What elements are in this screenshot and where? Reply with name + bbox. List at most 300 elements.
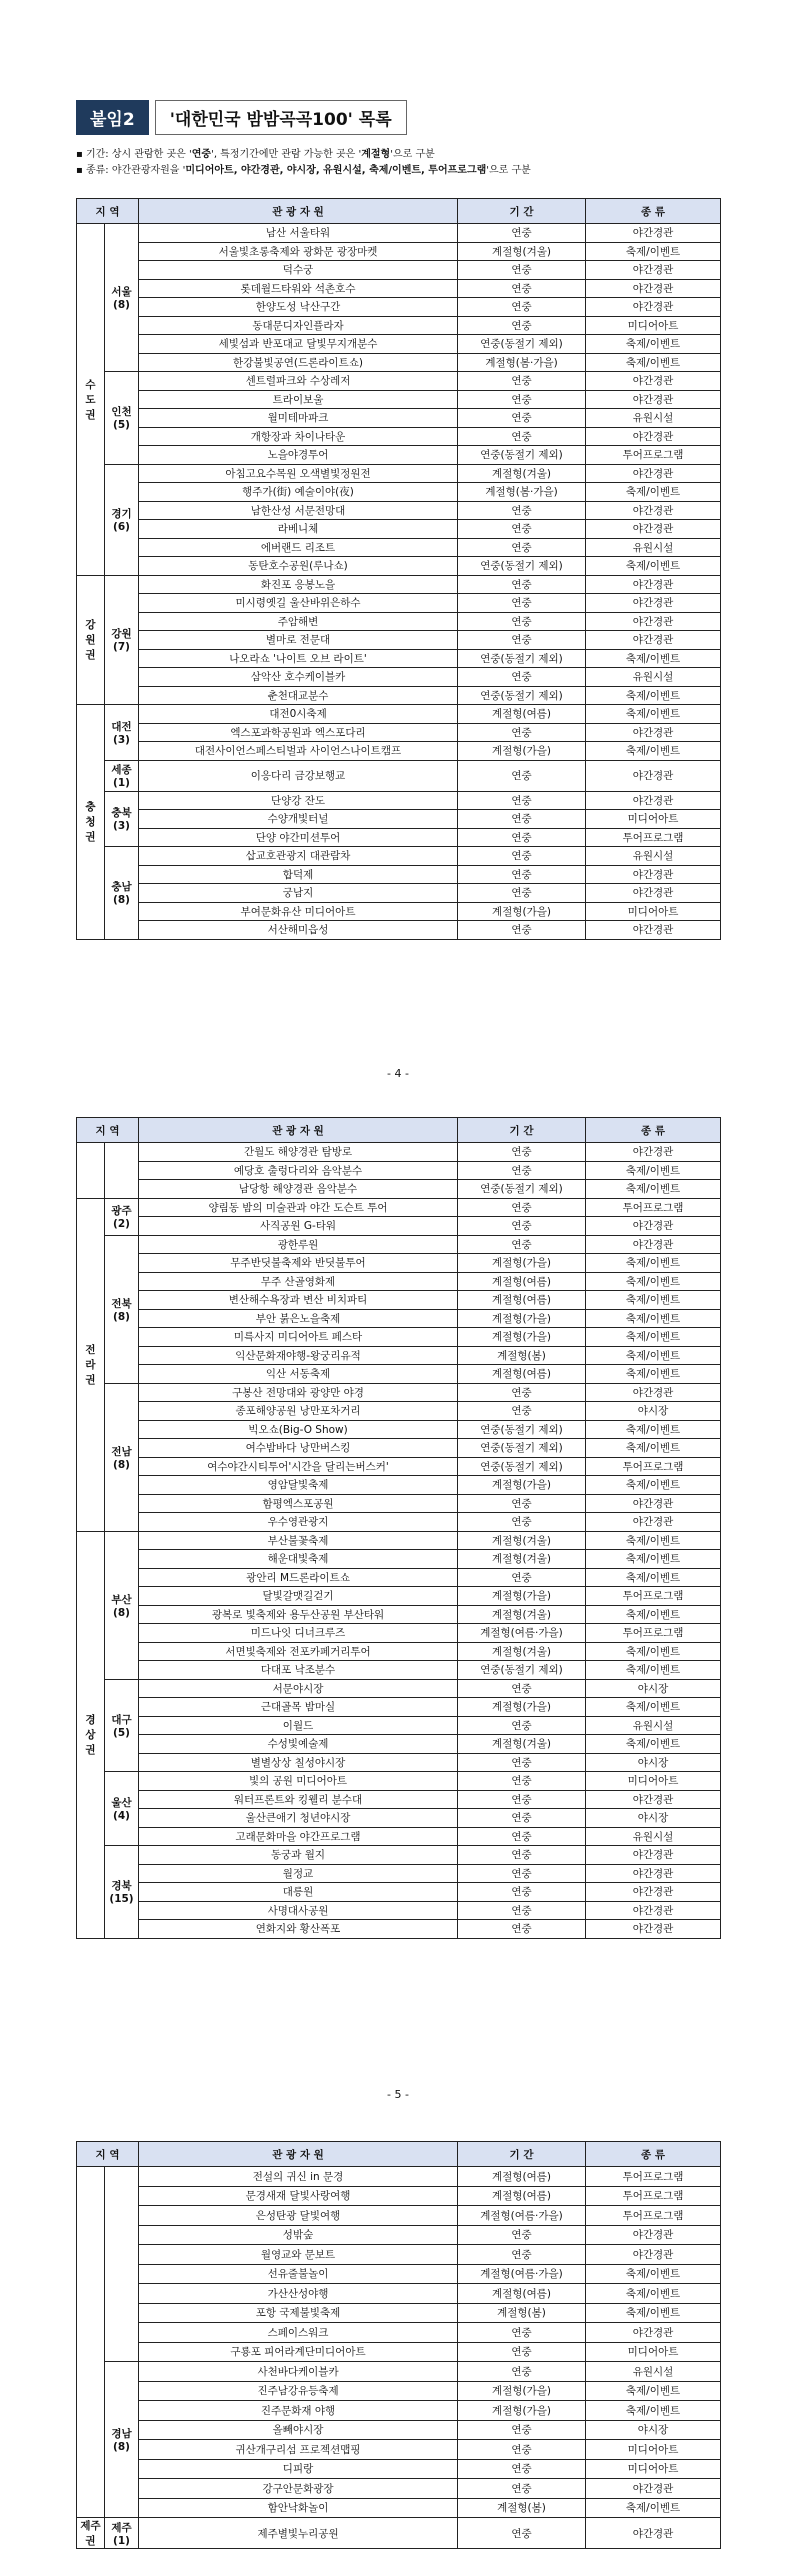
- resource-name-cell: 동탄호수공원(루나쇼): [139, 557, 458, 576]
- column-header-type: 종 류: [586, 199, 721, 224]
- type-cell: 야간경관: [586, 631, 721, 650]
- table-row: [77, 2362, 721, 2382]
- resource-name-cell: 부여문화유산 미디어아트: [139, 902, 458, 921]
- period-cell: 연중: [458, 2420, 586, 2440]
- type-cell: 축제/이벤트: [586, 1642, 721, 1661]
- type-cell: 축제/이벤트: [586, 2264, 721, 2284]
- type-cell: 유원시설: [586, 2362, 721, 2382]
- table-row: [77, 2323, 721, 2343]
- subregion-cell: [105, 2167, 139, 2362]
- resource-name-cell: 개항장과 차이나타운: [139, 427, 458, 446]
- resource-name-cell: 무주 산골영화제: [139, 1272, 458, 1291]
- table-row: [77, 705, 721, 724]
- resource-name-cell: 한강불빛공연(드론라이트쇼): [139, 353, 458, 372]
- attachment-badge: 붙임2: [76, 100, 149, 135]
- type-cell: 축제/이벤트: [586, 557, 721, 576]
- table-row: [77, 594, 721, 613]
- period-cell: 연중: [458, 921, 586, 940]
- table-row: [77, 483, 721, 502]
- table-row: [77, 1235, 721, 1254]
- type-cell: 야간경관: [586, 520, 721, 539]
- table-row: [77, 1809, 721, 1828]
- table-row: [77, 316, 721, 335]
- table-row: [77, 1698, 721, 1717]
- resource-name-cell: 은성탄광 달빛여행: [139, 2206, 458, 2226]
- table-row: [77, 1790, 721, 1809]
- resource-name-cell: 노을야경투어: [139, 446, 458, 465]
- period-cell: 계절형(여름): [458, 2284, 586, 2304]
- period-cell: 연중: [458, 1864, 586, 1883]
- type-cell: 축제/이벤트: [586, 242, 721, 261]
- period-cell: 연중: [458, 520, 586, 539]
- type-cell: 야간경관: [586, 1883, 721, 1902]
- type-cell: 야간경관: [586, 501, 721, 520]
- period-cell: 연중: [458, 1402, 586, 1421]
- resource-table: [76, 1117, 721, 1939]
- period-cell: 계절형(겨울): [458, 1531, 586, 1550]
- type-cell: 야간경관: [586, 1846, 721, 1865]
- period-cell: 연중: [458, 1809, 586, 1828]
- period-cell: 계절형(겨울): [458, 1550, 586, 1569]
- type-cell: 유원시설: [586, 1716, 721, 1735]
- period-cell: 계절형(여름): [458, 1291, 586, 1310]
- table-row: [77, 224, 721, 243]
- type-cell: 미디어아트: [586, 902, 721, 921]
- type-cell: 야간경관: [586, 2518, 721, 2549]
- resource-name-cell: 서면빛축제와 전포카페거리투어: [139, 1642, 458, 1661]
- table-row: [77, 427, 721, 446]
- table-row: [77, 2518, 721, 2549]
- type-cell: 야간경관: [586, 1920, 721, 1939]
- table-row: [77, 1587, 721, 1606]
- type-cell: 야간경관: [586, 612, 721, 631]
- period-cell: 연중(동절기 제외): [458, 1180, 586, 1199]
- period-cell: 연중: [458, 2459, 586, 2479]
- table-row: [77, 1531, 721, 1550]
- resource-name-cell: 부안 붉은노을축제: [139, 1309, 458, 1328]
- resource-name-cell: 예당호 출렁다리와 음악분수: [139, 1161, 458, 1180]
- period-cell: 연중: [458, 847, 586, 866]
- resource-name-cell: 남산 서울타워: [139, 224, 458, 243]
- period-cell: 연중(동절기 제외): [458, 649, 586, 668]
- type-cell: 야시장: [586, 2420, 721, 2440]
- period-cell: 연중: [458, 1920, 586, 1939]
- type-cell: 축제/이벤트: [586, 686, 721, 705]
- period-cell: 계절형(가을): [458, 742, 586, 761]
- resource-name-cell: 고래문화마을 야간프로그램: [139, 1827, 458, 1846]
- document-header: [76, 100, 726, 179]
- type-cell: 투어프로그램: [586, 1624, 721, 1643]
- resource-name-cell: 사직공원 G-타워: [139, 1217, 458, 1236]
- period-cell: 계절형(봄·가을): [458, 353, 586, 372]
- resource-name-cell: 전설의 귀신 in 문경: [139, 2167, 458, 2187]
- table-header-row: [77, 1118, 721, 1143]
- subregion-cell: 경북 (15): [105, 1846, 139, 1939]
- table-row: [77, 1513, 721, 1532]
- period-cell: 계절형(겨울): [458, 1605, 586, 1624]
- period-cell: 연중: [458, 538, 586, 557]
- period-cell: 연중: [458, 298, 586, 317]
- type-cell: 유원시설: [586, 668, 721, 687]
- type-cell: 야간경관: [586, 865, 721, 884]
- resource-name-cell: 이월드: [139, 1716, 458, 1735]
- period-cell: 계절형(겨울): [458, 464, 586, 483]
- table-row: [77, 1383, 721, 1402]
- table-row: [77, 2342, 721, 2362]
- type-cell: 야간경관: [586, 1864, 721, 1883]
- type-cell: 야간경관: [586, 760, 721, 791]
- column-header-period: 기 간: [458, 199, 586, 224]
- period-cell: 연중: [458, 2225, 586, 2245]
- page-number: - 5 -: [387, 2088, 409, 2101]
- type-cell: 야시장: [586, 1402, 721, 1421]
- type-cell: 야간경관: [586, 298, 721, 317]
- resource-name-cell: 엑스포과학공원과 엑스포다리: [139, 723, 458, 742]
- period-cell: 연중: [458, 828, 586, 847]
- resource-name-cell: 구룡포 피어라계단미디어아트: [139, 2342, 458, 2362]
- type-cell: 야간경관: [586, 2479, 721, 2499]
- table-row: [77, 1753, 721, 1772]
- type-cell: 축제/이벤트: [586, 1605, 721, 1624]
- type-cell: 야간경관: [586, 921, 721, 940]
- type-cell: 야간경관: [586, 427, 721, 446]
- note-period: ▪ 기간: 상시 관람한 곳은 '연중', 특정기간에만 관람 가능한 곳은 '계절형'으로 구분: [76, 149, 435, 160]
- region-cell: 충 청 권: [77, 705, 105, 940]
- column-header-resource: 관 광 자 원: [139, 199, 458, 224]
- type-cell: 축제/이벤트: [586, 1420, 721, 1439]
- period-cell: 연중(동절기 제외): [458, 1439, 586, 1458]
- type-cell: 야간경관: [586, 1383, 721, 1402]
- table-row: [77, 2498, 721, 2518]
- region-cell: 강 원 권: [77, 575, 105, 705]
- period-cell: 연중: [458, 631, 586, 650]
- period-cell: 연중: [458, 1161, 586, 1180]
- table-row: [77, 1716, 721, 1735]
- type-cell: 야간경관: [586, 390, 721, 409]
- resource-name-cell: 아침고요수목원 오색별빛정원전: [139, 464, 458, 483]
- table-row: [77, 557, 721, 576]
- table-row: [77, 686, 721, 705]
- period-cell: 연중: [458, 575, 586, 594]
- resource-name-cell: 서산해미읍성: [139, 921, 458, 940]
- period-cell: 계절형(여름·가을): [458, 1624, 586, 1643]
- period-cell: 연중: [458, 2342, 586, 2362]
- table-row: [77, 921, 721, 940]
- table-row: [77, 1346, 721, 1365]
- table-row: [77, 501, 721, 520]
- resource-name-cell: 해운대빛축제: [139, 1550, 458, 1569]
- period-cell: 계절형(여름): [458, 1272, 586, 1291]
- resource-name-cell: 남당항 해양경관 음악분수: [139, 1180, 458, 1199]
- resource-name-cell: 여수야간시티투어'시간을 달리는버스커': [139, 1457, 458, 1476]
- period-cell: 계절형(여름): [458, 705, 586, 724]
- resource-name-cell: 올빼야시장: [139, 2420, 458, 2440]
- period-cell: 연중(동절기 제외): [458, 446, 586, 465]
- table-row: [77, 612, 721, 631]
- table-row: [77, 723, 721, 742]
- type-cell: 축제/이벤트: [586, 1254, 721, 1273]
- table-row: [77, 372, 721, 391]
- period-cell: 연중: [458, 2440, 586, 2460]
- period-cell: 연중(동절기 제외): [458, 335, 586, 354]
- type-cell: 야간경관: [586, 1513, 721, 1532]
- resource-name-cell: 종포해양공원 낭만포차거리: [139, 1402, 458, 1421]
- period-cell: 연중(동절기 제외): [458, 1457, 586, 1476]
- type-cell: 투어프로그램: [586, 2206, 721, 2226]
- type-cell: 축제/이벤트: [586, 2303, 721, 2323]
- period-cell: 계절형(여름): [458, 2167, 586, 2187]
- period-cell: 연중: [458, 594, 586, 613]
- type-cell: 야간경관: [586, 1790, 721, 1809]
- subregion-cell: [105, 1143, 139, 1199]
- period-cell: 계절형(겨울): [458, 1642, 586, 1661]
- type-cell: 유원시설: [586, 847, 721, 866]
- resource-name-cell: 여수밤바다 낭만버스킹: [139, 1439, 458, 1458]
- table-row: [77, 446, 721, 465]
- table-row: [77, 409, 721, 428]
- table-row: [77, 464, 721, 483]
- type-cell: 야간경관: [586, 1235, 721, 1254]
- resource-name-cell: 수성빛예술제: [139, 1735, 458, 1754]
- table-row: [77, 1494, 721, 1513]
- type-cell: 야간경관: [586, 2323, 721, 2343]
- resource-name-cell: 연화지와 황산폭포: [139, 1920, 458, 1939]
- period-cell: 연중: [458, 865, 586, 884]
- table-row: [77, 791, 721, 810]
- table-row: [77, 1827, 721, 1846]
- subregion-cell: 강원 (7): [105, 575, 139, 705]
- type-cell: 축제/이벤트: [586, 2498, 721, 2518]
- resource-name-cell: 광안리 M드론라이트쇼: [139, 1568, 458, 1587]
- resource-name-cell: 익산문화재야행-왕궁리유적: [139, 1346, 458, 1365]
- resource-name-cell: 근대골목 밤마실: [139, 1698, 458, 1717]
- type-cell: 야간경관: [586, 2245, 721, 2265]
- period-cell: 연중: [458, 316, 586, 335]
- resource-name-cell: 덕수궁: [139, 261, 458, 280]
- table-row: [77, 1291, 721, 1310]
- table-row: [77, 865, 721, 884]
- subregion-cell: 서울 (8): [105, 224, 139, 372]
- type-cell: 축제/이벤트: [586, 1346, 721, 1365]
- type-cell: 축제/이벤트: [586, 1476, 721, 1495]
- resource-name-cell: 다대포 낙조분수: [139, 1661, 458, 1680]
- type-cell: 야간경관: [586, 1494, 721, 1513]
- period-cell: 연중: [458, 2245, 586, 2265]
- type-cell: 축제/이벤트: [586, 1698, 721, 1717]
- region-cell: [77, 2167, 105, 2518]
- resource-name-cell: 진주문화재 야행: [139, 2401, 458, 2421]
- resource-name-cell: 달빛갈맷길걷기: [139, 1587, 458, 1606]
- resource-name-cell: 월정교: [139, 1864, 458, 1883]
- table-header-row: [77, 2142, 721, 2167]
- table-row: [77, 1365, 721, 1384]
- table-row: [77, 828, 721, 847]
- resource-name-cell: 월미테마파크: [139, 409, 458, 428]
- resource-name-cell: 별별상상 칠성야시장: [139, 1753, 458, 1772]
- table-row: [77, 1846, 721, 1865]
- subregion-cell: 대구 (5): [105, 1679, 139, 1772]
- type-cell: 투어프로그램: [586, 2167, 721, 2187]
- subregion-cell: 대전 (3): [105, 705, 139, 761]
- resource-name-cell: 무주반딧불축제와 반딧불투어: [139, 1254, 458, 1273]
- resource-name-cell: 나오라쇼 '나이트 오브 라이트': [139, 649, 458, 668]
- resource-name-cell: 남한산성 서문전망대: [139, 501, 458, 520]
- subregion-cell: 부산 (8): [105, 1531, 139, 1679]
- resource-name-cell: 대릉원: [139, 1883, 458, 1902]
- period-cell: 연중: [458, 1772, 586, 1791]
- table-row: [77, 1309, 721, 1328]
- document-title: '대한민국 밤밤곡곡100' 목록: [155, 100, 407, 135]
- type-cell: 미디어아트: [586, 2342, 721, 2362]
- resource-name-cell: 제주별빛누리공원: [139, 2518, 458, 2549]
- period-cell: 연중: [458, 1383, 586, 1402]
- resource-name-cell: 단양강 잔도: [139, 791, 458, 810]
- period-cell: 계절형(가을): [458, 2401, 586, 2421]
- table-row: [77, 2479, 721, 2499]
- resource-name-cell: 수양개빛터널: [139, 810, 458, 829]
- table-row: [77, 2264, 721, 2284]
- resource-name-cell: 성밖숲: [139, 2225, 458, 2245]
- resource-name-cell: 영암달빛축제: [139, 1476, 458, 1495]
- resource-name-cell: 월영교와 문보트: [139, 2245, 458, 2265]
- period-cell: 계절형(겨울): [458, 1735, 586, 1754]
- table-row: [77, 1420, 721, 1439]
- period-cell: 연중: [458, 612, 586, 631]
- period-cell: 연중: [458, 1143, 586, 1162]
- type-cell: 축제/이벤트: [586, 1735, 721, 1754]
- column-header-period: 기 간: [458, 1118, 586, 1143]
- type-cell: 야간경관: [586, 464, 721, 483]
- resource-name-cell: 삽교호관광지 대관람차: [139, 847, 458, 866]
- table-row: [77, 649, 721, 668]
- table-row: [77, 631, 721, 650]
- type-cell: 투어프로그램: [586, 1457, 721, 1476]
- period-cell: 연중: [458, 2518, 586, 2549]
- subregion-cell: 제주 (1): [105, 2518, 139, 2549]
- notes: [76, 147, 726, 179]
- type-cell: 투어프로그램: [586, 1587, 721, 1606]
- resource-name-cell: 서문야시장: [139, 1679, 458, 1698]
- page-number: - 4 -: [387, 1067, 409, 1080]
- type-cell: 축제/이벤트: [586, 1439, 721, 1458]
- table-row: [77, 1735, 721, 1754]
- resource-name-cell: 함안낙화놀이: [139, 2498, 458, 2518]
- type-cell: 축제/이벤트: [586, 1161, 721, 1180]
- period-cell: 계절형(가을): [458, 2381, 586, 2401]
- table-row: [77, 2381, 721, 2401]
- type-cell: 야간경관: [586, 1217, 721, 1236]
- resource-name-cell: 귀산개구리섬 프로젝션맵핑: [139, 2440, 458, 2460]
- resource-name-cell: 이응다리 금강보행교: [139, 760, 458, 791]
- period-cell: 계절형(여름): [458, 2186, 586, 2206]
- type-cell: 야시장: [586, 1753, 721, 1772]
- table-row: [77, 298, 721, 317]
- table-row: [77, 2186, 721, 2206]
- resource-name-cell: 문경새재 달빛사랑여행: [139, 2186, 458, 2206]
- table-row: [77, 1476, 721, 1495]
- column-header-resource: 관 광 자 원: [139, 2142, 458, 2167]
- region-cell: 경 상 권: [77, 1531, 105, 1938]
- subregion-cell: 인천 (5): [105, 372, 139, 465]
- period-cell: 계절형(여름): [458, 1365, 586, 1384]
- resource-name-cell: 롯데월드타워와 석촌호수: [139, 279, 458, 298]
- period-cell: 연중: [458, 884, 586, 903]
- type-cell: 축제/이벤트: [586, 353, 721, 372]
- period-cell: 계절형(봄): [458, 2303, 586, 2323]
- subregion-cell: 울산 (4): [105, 1772, 139, 1846]
- resource-name-cell: 행주가(街) 예술이야(夜): [139, 483, 458, 502]
- period-cell: 연중(동절기 제외): [458, 686, 586, 705]
- period-cell: 계절형(가을): [458, 1309, 586, 1328]
- subregion-cell: 전북 (8): [105, 1235, 139, 1383]
- resource-name-cell: 주암해변: [139, 612, 458, 631]
- type-cell: 유원시설: [586, 409, 721, 428]
- resource-name-cell: 단양 야간미션투어: [139, 828, 458, 847]
- type-cell: 축제/이벤트: [586, 1309, 721, 1328]
- table-row: [77, 1624, 721, 1643]
- resource-name-cell: 미륵사지 미디어아트 페스타: [139, 1328, 458, 1347]
- resource-name-cell: 라베니체: [139, 520, 458, 539]
- resource-name-cell: 미시령옛길 울산바위은하수: [139, 594, 458, 613]
- type-cell: 투어프로그램: [586, 828, 721, 847]
- period-cell: 계절형(봄): [458, 1346, 586, 1365]
- region-cell: [77, 1143, 105, 1199]
- type-cell: 야간경관: [586, 791, 721, 810]
- table-row: [77, 2420, 721, 2440]
- resource-name-cell: 미드나잇 디너크루즈: [139, 1624, 458, 1643]
- table-row: [77, 279, 721, 298]
- period-cell: 계절형(여름·가을): [458, 2264, 586, 2284]
- period-cell: 연중: [458, 1235, 586, 1254]
- period-cell: 연중: [458, 1568, 586, 1587]
- resource-name-cell: 변산해수욕장과 변산 비치파티: [139, 1291, 458, 1310]
- period-cell: 연중: [458, 1494, 586, 1513]
- type-cell: 야시장: [586, 1679, 721, 1698]
- resource-name-cell: 함평엑스포공원: [139, 1494, 458, 1513]
- table-row: [77, 1198, 721, 1217]
- type-cell: 야간경관: [586, 224, 721, 243]
- period-cell: 연중: [458, 791, 586, 810]
- table-row: [77, 1439, 721, 1458]
- type-cell: 축제/이벤트: [586, 649, 721, 668]
- table-row: [77, 390, 721, 409]
- period-cell: 연중: [458, 668, 586, 687]
- table-row: [77, 242, 721, 261]
- resource-name-cell: 가산산성야행: [139, 2284, 458, 2304]
- period-cell: 계절형(봄): [458, 2498, 586, 2518]
- column-header-resource: 관 광 자 원: [139, 1118, 458, 1143]
- type-cell: 미디어아트: [586, 2440, 721, 2460]
- period-cell: 계절형(가을): [458, 1476, 586, 1495]
- period-cell: 연중(동절기 제외): [458, 557, 586, 576]
- type-cell: 야간경관: [586, 884, 721, 903]
- table-row: [77, 2459, 721, 2479]
- region-cell: 전 라 권: [77, 1198, 105, 1531]
- period-cell: 연중: [458, 1716, 586, 1735]
- period-cell: 연중: [458, 760, 586, 791]
- resource-name-cell: 에버랜드 리조트: [139, 538, 458, 557]
- table-row: [77, 1661, 721, 1680]
- period-cell: 연중: [458, 224, 586, 243]
- type-cell: 유원시설: [586, 538, 721, 557]
- subregion-cell: 전남 (8): [105, 1383, 139, 1531]
- type-cell: 미디어아트: [586, 1772, 721, 1791]
- table-row: [77, 2167, 721, 2187]
- table-row: [77, 353, 721, 372]
- type-cell: 축제/이벤트: [586, 1180, 721, 1199]
- type-cell: 투어프로그램: [586, 1198, 721, 1217]
- table-header-row: [77, 199, 721, 224]
